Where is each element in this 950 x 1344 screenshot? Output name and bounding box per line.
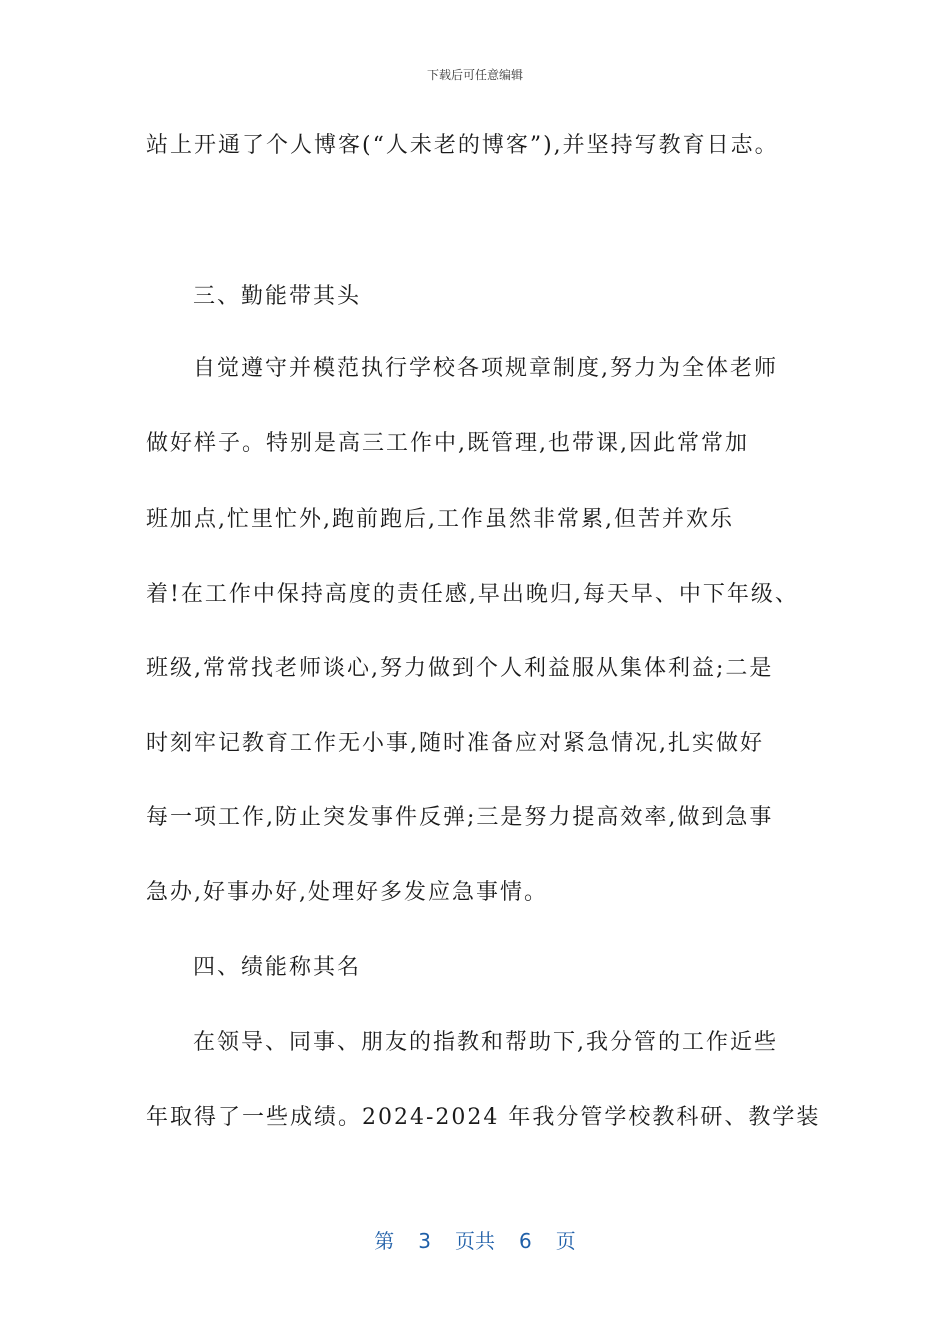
text-line-8: 时刻牢记教育工作无小事,随时准备应对紧急情况,扎实做好 <box>146 731 764 756</box>
text-line-10: 急办,好事办好,处理好多发应急事情。 <box>146 880 548 905</box>
text-line-12: 在领导、同事、朋友的指教和帮助下,我分管的工作近些 <box>193 1030 778 1055</box>
text-line-3: 自觉遵守并模范执行学校各项规章制度,努力为全体老师 <box>193 356 778 381</box>
text-line-4: 做好样子。特别是高三工作中,既管理,也带课,因此常常加 <box>146 431 749 456</box>
section-heading-3: 三、勤能带其头 <box>193 284 362 309</box>
download-note: 下载后可任意编辑 <box>426 68 523 82</box>
text-line-13: 年取得了一些成绩。2024-2024 年我分管学校教科研、教学装 <box>146 1105 821 1130</box>
footer-prefix: 第 <box>374 1229 395 1253</box>
section-heading-4: 四、绩能称其名 <box>193 955 362 980</box>
text-line-9: 每一项工作,防止突发事件反弹;三是努力提高效率,做到急事 <box>146 805 774 830</box>
text-line-5: 班加点,忙里忙外,跑前跑后,工作虽然非常累,但苦并欢乐 <box>146 507 734 532</box>
footer-middle: 页共 <box>455 1229 495 1253</box>
page-number-footer <box>0 1225 950 1254</box>
text-line-7: 班级,常常找老师谈心,努力做到个人利益服从集体利益;二是 <box>146 656 774 681</box>
text-line-1: 站上开通了个人博客(“人未老的博客”),并坚持写教育日志。 <box>146 133 779 158</box>
current-page-number: 3 <box>418 1229 431 1253</box>
total-page-number: 6 <box>519 1229 532 1253</box>
text-line-6: 着!在工作中保持高度的责任感,早出晚归,每天早、中下年级、 <box>146 582 799 607</box>
footer-suffix: 页 <box>555 1229 576 1253</box>
